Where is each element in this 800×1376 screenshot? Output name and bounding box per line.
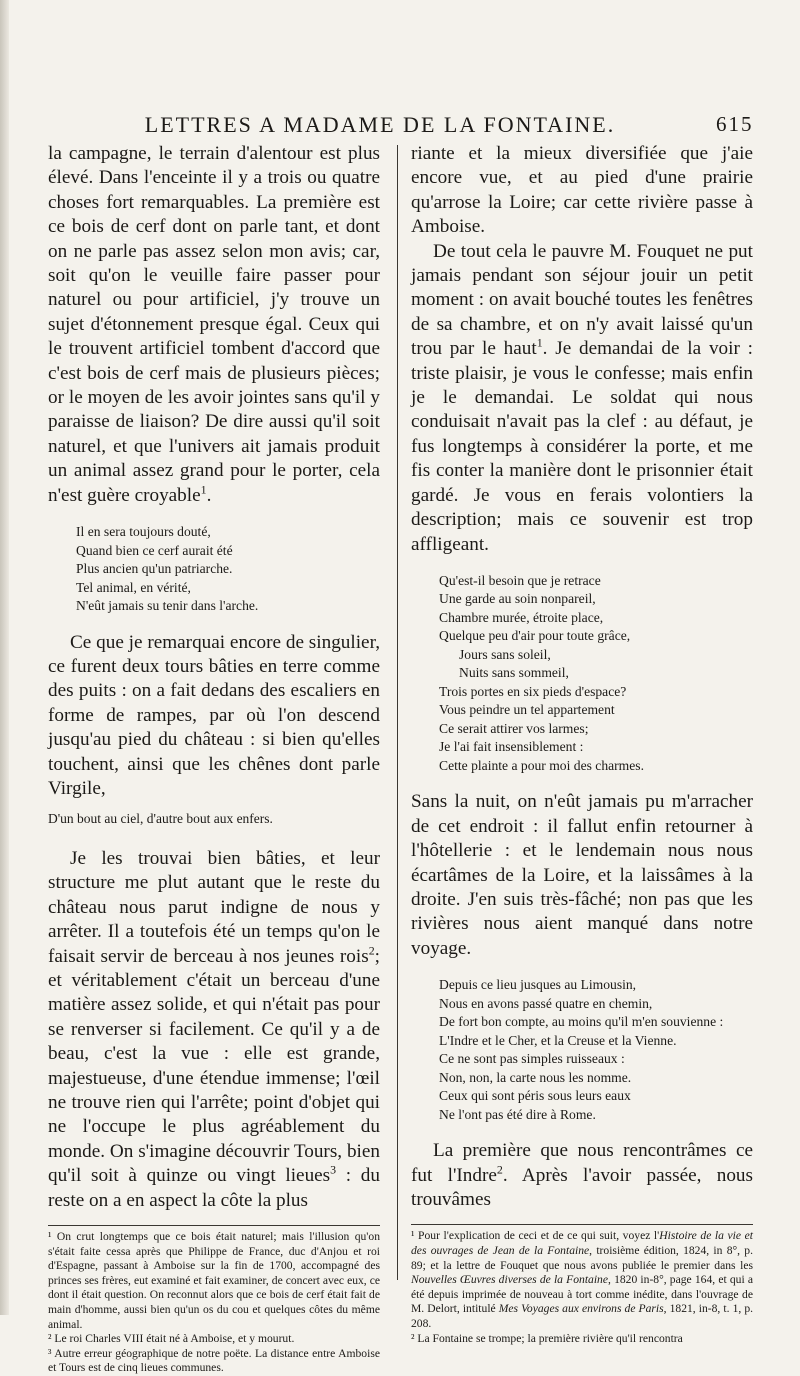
- verse-line: Une garde au soin nonpareil,: [439, 591, 596, 607]
- footnote-text: ¹ Pour l'explication de ceci et de ce qui suit, voyez l': [411, 1229, 660, 1243]
- footnote-ref: 2: [496, 1162, 503, 1177]
- verse-line: Jours sans soleil,: [459, 646, 551, 662]
- verse-line: Trois portes en six pieds d'espace?: [439, 683, 627, 699]
- footnote: ¹ On crut longtemps que ce bois était naturel; mais l'illusion qu'on s'était faite cessa après que Philippe de France, duc d'Anjou et roi d'Espagne, passant à Amboise sur la fin de 1700, accompagné des princes ses frères, eut examiné et fait examiner, de concert avec eux, ce dont il était question. On reconnut alors que ce bois de cerf était fait de main d'homme, aussi bien qu'un os du cou et quelques côtes du même animal.: [48, 1230, 380, 1331]
- verse-line: Il en sera toujours douté,: [76, 524, 211, 540]
- footnote-ref: 3: [330, 1162, 337, 1177]
- quotation-line: [48, 810, 380, 829]
- verse-line: Ne l'ont pas été dire à Rome.: [439, 1106, 596, 1122]
- verse-line: Plus ancien qu'un patriarche.: [76, 561, 233, 577]
- paragraph-text: : du reste on a en aspect la côte la plus: [48, 1165, 380, 1211]
- paragraph-text: De tout cela le pauvre M. Fouquet ne put jamais pendant son séjour jouir un petit moment : on avait bouché toutes les fenêtres de sa chambre, et on n'y avait laissé qu'un trou par le haut: [411, 240, 753, 360]
- book-title: Mes Voyages aux environs de Paris: [498, 1302, 664, 1316]
- book-title: Nouvelles Œuvres diverses de la Fontaine: [411, 1273, 608, 1287]
- left-column: [48, 142, 380, 1376]
- verse-block: [439, 572, 753, 776]
- verse-line: De fort bon compte, au moins qu'il m'en souvienne :: [439, 1014, 724, 1030]
- verse-line: Nous en avons passé quatre en chemin,: [439, 995, 653, 1011]
- verse-block: [439, 976, 753, 1124]
- verse-line: Non, non, la carte nous les nomme.: [439, 1069, 632, 1085]
- verse-line: Tel animal, en vérité,: [76, 579, 191, 595]
- footnote-ref: 1: [200, 482, 207, 497]
- running-title: LETTRES A MADAME DE LA FONTAINE.: [144, 112, 616, 137]
- footnote: ³ Autre erreur géographique de notre poëte. La distance entre Amboise et Tours est de cinq lieues communes.: [48, 1346, 380, 1375]
- verse-line: Quand bien ce cerf aurait été: [76, 542, 233, 558]
- verse-line: N'eût jamais su tenir dans l'arche.: [76, 598, 259, 614]
- right-column: [411, 142, 753, 1346]
- footnotes: [48, 1225, 380, 1376]
- page-number: 615: [716, 112, 754, 136]
- paragraph-text: . Je demandai de la voir : triste plaisir, je vous le confesse; mais enfin je le demandai. Le soldat qui nous conduisait n'avait pas la clef : au défaut, je fus longtemps à considérer la porte, et me fis conter la manière dont le prisonnier était gardé. Je vous en ferais volontiers la description; mais ce souvenir est trop affligeant.: [411, 338, 753, 555]
- paragraph: [411, 1139, 753, 1212]
- book-title: Histoire de la vie et des ouvrages de Jean de la Fontaine: [411, 1229, 753, 1258]
- footnote: ² La Fontaine se trompe; la première rivière qu'il rencontra: [411, 1331, 683, 1345]
- page-edge-shadow: [0, 0, 9, 1315]
- verse-block: [76, 523, 380, 616]
- paragraph-text: . Après l'avoir passée, nous trouvâmes: [411, 1164, 753, 1211]
- footnote-text: , 1821, in-8, t. 1, p. 208.: [411, 1302, 754, 1331]
- footnote: [411, 1229, 753, 1331]
- verse-line: D'un bout au ciel, d'autre bout aux enfers.: [48, 811, 273, 827]
- verse-line: Chambre murée, étroite place,: [439, 609, 604, 625]
- verse-line: Je l'ai fait insensiblement :: [439, 739, 584, 755]
- verse-line: Ceux qui sont péris sous leurs eaux: [439, 1088, 631, 1104]
- footnote-ref: 2: [368, 943, 375, 958]
- paragraph-text: la campagne, le terrain d'alentour est plus élevé. Dans l'enceinte il y a trois ou quatre choses fort remarquables. La première est ce bois de cerf dont on parle tant, et dont on ne parle pas assez selon mon avis; car, soit qu'on le veuille faire passer pour naturel ou pour artificiel, j'y trouve un sujet d'étonnement presque égal. Ceux qui le trouvent artificiel tombent d'accord que c'est bois de cerf mais de plusieurs pièces; or le moyen de les avoir jointes sans qu'il y paraisse de liaison? De dire aussi qu'il soit naturel, et que l'univers ait jamais produit un animal assez grand pour le porter, cela n'est guère croyable: [48, 143, 380, 506]
- running-head: [0, 112, 800, 142]
- paragraph: Sans la nuit, on n'eût jamais pu m'arracher de cet endroit : il fallut enfin retourner à l'hôtellerie : et le lendemain nous nous écartâmes de la Loire, et la laissâmes à la droite. J'en suis très-fâché; non pas que les rivières nous aient manqué dans notre voyage.: [411, 791, 753, 959]
- paragraph: la campagne, le terrain d'alentour est plus élevé. Dans l'enceinte il y a trois ou quatre choses fort remarquables. La première est ce bois de cerf dont on parle tant, et dont on ne parle pas assez selon mon avis; car, soit qu'on le veuille faire passer pour naturel ou pour artificiel, j'y trouve un sujet d'étonnement presque égal. Ceux qui le trouvent artificiel tombent d'accord que c'est bois de cerf mais de plusieurs pièces; or le moyen de les avoir jointes sans qu'il y paraisse de liaison? De dire aussi qu'il soit naturel, et que l'univers ait jamais produit un animal assez grand pour le porter, cela n'est guère croyable$^1$.: [48, 143, 380, 506]
- verse-line: Cette plainte a pour moi des charmes.: [439, 757, 644, 773]
- verse-line: Ce ne sont pas simples ruisseaux :: [439, 1051, 625, 1067]
- verse-line: Ce serait attirer vos larmes;: [439, 720, 589, 736]
- paragraph-text: Je les trouvai bien bâties, et leur structure me plut autant que le reste du château nous parut indigne de nous y arrêter. Il a toutefois été un temps qu'on le faisait servir de berceau à nos jeunes rois: [48, 847, 380, 967]
- footnotes: [411, 1224, 753, 1346]
- paragraph: Ce que je remarquai encore de singulier, ce furent deux tours bâties en terre comme des puits : on a fait dedans des escaliers en forme de rampes, par où l'on descend jusqu'au pied du château : si bien qu'elles touchent, ainsi que les chênes dont parle Virgile,: [48, 631, 380, 800]
- paragraph: riante et la mieux diversifiée que j'aie encore vue, et au pied d'une prairie qu'arrose la Loire; car cette rivière passe à Amboise.: [411, 143, 753, 238]
- verse-line: Depuis ce lieu jusques au Limousin,: [439, 977, 637, 993]
- paragraph: [411, 240, 753, 557]
- verse-line: L'Indre et le Cher, et la Creuse et la Vienne.: [439, 1032, 677, 1048]
- paragraph-text: ; et véritablement c'était un berceau d'une matière assez solide, et qui n'était pas pour se renverser si facilement. Ce qu'il y a de beau, c'est la vue : elle est grande, majestueuse, d'une étendue immense; l'œil ne trouve rien qui l'arrête; point d'objet qui ne l'occupe le plus agréablement du monde. On s'imagine découvrir Tours, bien qu'il soit à quinze ou vingt lieues: [48, 945, 380, 1187]
- footnote-text: , troisième édition, 1824, in 8°, p. 89; et la lettre de Fouquet que nous avons publiée le premier dans les: [411, 1244, 753, 1272]
- verse-line: Nuits sans sommeil,: [459, 665, 569, 681]
- paragraph: [48, 847, 380, 1213]
- footnote: ² Le roi Charles VIII était né à Amboise, et y mourut.: [48, 1332, 295, 1346]
- verse-line: Vous peindre un tel appartement: [439, 702, 615, 718]
- column-divider: [397, 145, 398, 1280]
- footnote-text: , 1820 in-8°, page 164, et qui a été depuis imprimée de nouveau à tort comme inédite, dans l'ouvrage de M. Delort, intitulé: [411, 1273, 753, 1316]
- verse-line: Quelque peu d'air pour toute grâce,: [439, 628, 631, 644]
- verse-line: Qu'est-il besoin que je retrace: [439, 572, 601, 588]
- footnote-ref: 1: [536, 335, 543, 350]
- paragraph-text: La première que nous rencontrâmes ce fut l'Indre: [411, 1140, 753, 1186]
